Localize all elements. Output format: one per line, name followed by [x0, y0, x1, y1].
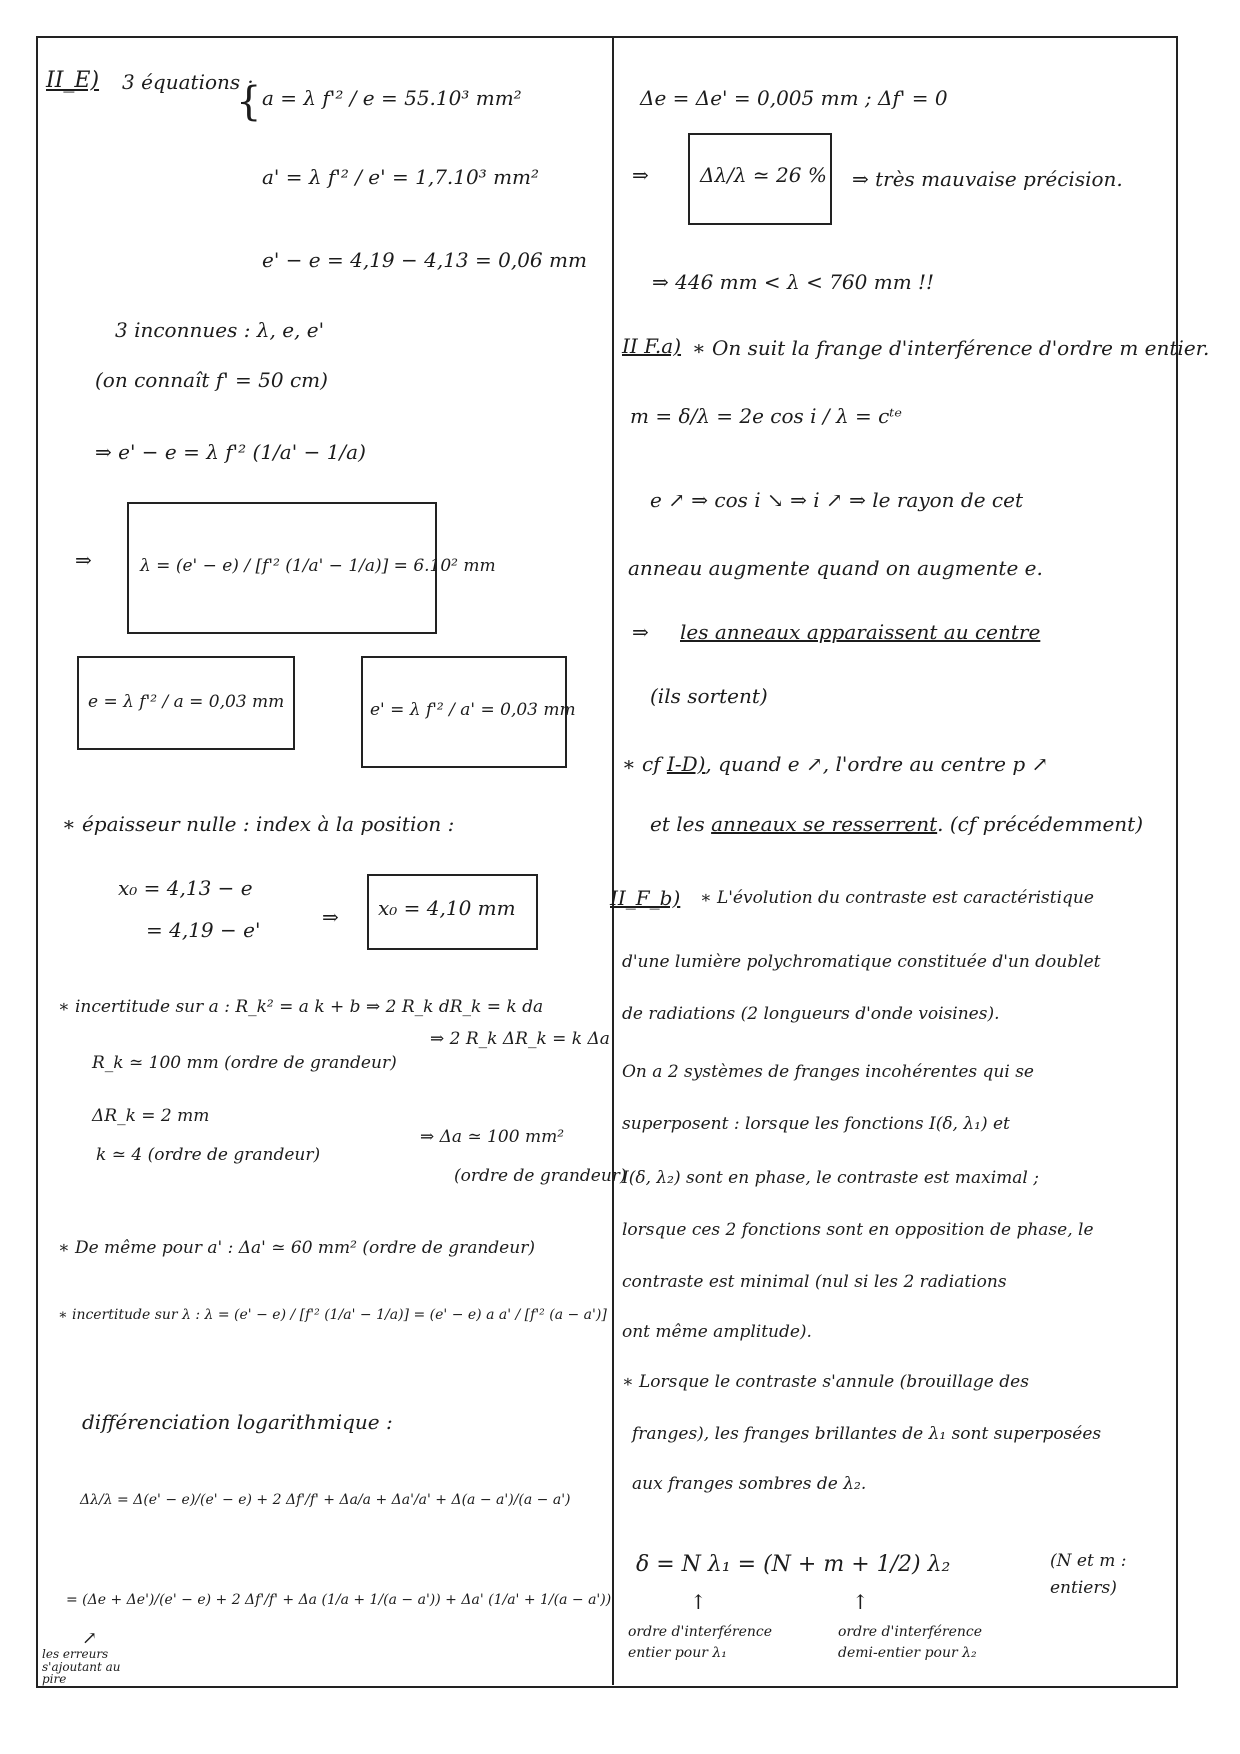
x0-line-1: x₀ = 4,13 − e: [118, 876, 253, 900]
k-value: k ≃ 4 (ordre de grandeur): [96, 1145, 321, 1165]
equation-e-difference: e' − e = 4,19 − 4,13 = 0,06 mm: [262, 248, 587, 272]
precision-arrow: ⇒: [632, 163, 649, 187]
rings-tighten-suffix: . (cf précédemment): [937, 812, 1143, 836]
lambda-result: λ = (e' − e) / [f'² (1/a' − 1/a)] = 6.10² mm: [140, 556, 496, 576]
margin-note: les erreurs s'ajoutant au pire: [42, 1647, 121, 1687]
fb-line-1: ∗ L'évolution du contraste est caractéristique: [700, 888, 1094, 908]
fb-line-4: On a 2 systèmes de franges incohérentes qui se: [622, 1062, 1034, 1082]
rings-tighten-prefix: et les: [650, 812, 705, 836]
arrow-label-1: ordre d'interférence entier pour λ₁: [628, 1624, 773, 1661]
order-formula: m = δ/λ = 2e cos i / λ = cᵗᵉ: [630, 404, 903, 428]
nm-note: (N et m : entiers): [1050, 1551, 1127, 1599]
x0-line-2: = 4,19 − e': [146, 918, 261, 942]
implies-arrow: ⇒: [75, 548, 92, 572]
cf-id-ref: I-D): [666, 752, 706, 776]
three-equations-label: 3 équations :: [122, 70, 254, 94]
known-focal: (on connaît f' = 50 cm): [95, 368, 328, 392]
delta-a: ⇒ Δa ≃ 100 mm²: [420, 1127, 565, 1147]
equation-a-prime: a' = λ f'² / e' = 1,7.10³ mm²: [262, 165, 540, 189]
delta-e: Δe = Δe' = 0,005 mm ; Δf' = 0: [640, 86, 948, 110]
rk-value: R_k ≃ 100 mm (ordre de grandeur): [92, 1053, 397, 1073]
lambda-range: ⇒ 446 mm < λ < 760 mm !!: [652, 270, 935, 294]
precision-note: ⇒ très mauvaise précision.: [852, 167, 1123, 191]
section-title-IIFb: II_F_b): [610, 886, 681, 910]
fa-intro: ∗ On suit la frange d'interférence d'ordre m entier.: [692, 336, 1210, 360]
log-diff-label: différenciation logarithmique :: [82, 1410, 393, 1434]
cf-id-line: [622, 752, 1048, 776]
evolution-line-2: anneau augmente quand on augmente e.: [628, 556, 1043, 580]
arrow-up-1: ↑: [690, 1590, 707, 1614]
cf-id-suffix: , quand e ↗, l'ordre au centre p ↗: [705, 752, 1049, 776]
arrow-label-2: ordre d'interférence demi-entier pour λ₂: [838, 1624, 983, 1661]
evolution-line-1: e ↗ ⇒ cos i ↘ ⇒ i ↗ ⇒ le rayon de cet: [650, 488, 1023, 512]
rings-appear: les anneaux apparaissent au centre: [680, 620, 1041, 644]
uncertainty-lambda: ∗ incertitude sur λ : λ = (e' − e) / [f'² (1/a' − 1/a)] = (e' − e) a a' / [f'² (a − a')]: [58, 1307, 607, 1323]
fb-line-2: d'une lumière polychromatique constituée d'un doublet: [622, 952, 1101, 972]
delta-a-note: (ordre de grandeur): [454, 1166, 627, 1186]
log-diff-formula-2: = (Δe + Δe')/(e' − e) + 2 Δf'/f' + Δa (1/a + 1/(a − a')) + Δa' (1/a' + 1/(a − a')): [66, 1592, 612, 1608]
log-diff-formula-1: Δλ/λ = Δ(e' − e)/(e' − e) + 2 Δf'/f' + Δa/a + Δa'/a' + Δ(a − a')/(a − a'): [80, 1492, 571, 1508]
fb-line-11: franges), les franges brillantes de λ₁ sont superposées: [632, 1424, 1102, 1444]
system-brace: {: [236, 79, 262, 125]
column-divider: [612, 37, 614, 1685]
delta-equation: δ = N λ₁ = (N + m + 1/2) λ₂: [636, 1552, 951, 1577]
fb-line-7: lorsque ces 2 fonctions sont en opposition de phase, le: [622, 1220, 1094, 1240]
null-thickness: ∗ épaisseur nulle : index à la position :: [62, 812, 455, 836]
e-result: e = λ f'² / a = 0,03 mm: [88, 692, 285, 712]
x0-arrow: ⇒: [322, 905, 339, 929]
x0-result: x₀ = 4,10 mm: [378, 896, 516, 920]
unknowns: 3 inconnues : λ, e, e': [115, 318, 325, 342]
cf-id-prefix: ∗ cf: [622, 752, 661, 776]
arrow-up-2: ↑: [852, 1590, 869, 1614]
fb-line-12: aux franges sombres de λ₂.: [632, 1474, 867, 1494]
fb-line-9: ont même amplitude).: [622, 1322, 812, 1342]
fb-line-10: ∗ Lorsque le contraste s'annule (brouillage des: [622, 1372, 1029, 1392]
margin-arrow: ↗: [82, 1628, 98, 1649]
section-title-IIE: II_E): [46, 68, 100, 93]
fb-line-6: I(δ, λ₂) sont en phase, le contraste est maximal ;: [622, 1168, 1039, 1188]
equation-a: a = λ f'² / e = 55.10³ mm²: [262, 86, 522, 110]
precision-value: Δλ/λ ≃ 26 %: [700, 163, 827, 187]
fb-line-8: contraste est minimal (nul si les 2 radiations: [622, 1272, 1007, 1292]
section-title-IIFa: II F.a): [622, 334, 682, 358]
implication-difference: ⇒ e' − e = λ f'² (1/a' − 1/a): [95, 440, 366, 464]
fb-line-3: de radiations (2 longueurs d'onde voisines).: [622, 1004, 1000, 1024]
rings-appear-arrow: ⇒: [632, 620, 649, 644]
same-a-prime: ∗ De même pour a' : Δa' ≃ 60 mm² (ordre de grandeur): [58, 1238, 535, 1258]
uncertainty-a: ∗ incertitude sur a : R_k² = a k + b ⇒ 2 R_k dR_k = k da: [58, 997, 544, 1017]
fb-line-5: superposent : lorsque les fonctions I(δ, λ₁) et: [622, 1114, 1010, 1134]
e-prime-result: e' = λ f'² / a' = 0,03 mm: [370, 700, 576, 720]
delta-rk: ΔR_k = 2 mm: [92, 1106, 210, 1126]
rings-tighten-line: [650, 812, 1143, 836]
rings-exit: (ils sortent): [650, 684, 768, 708]
rings-tighten-underlined: anneaux se resserrent: [711, 812, 938, 836]
uncertainty-a-2: ⇒ 2 R_k ΔR_k = k Δa: [430, 1029, 610, 1049]
